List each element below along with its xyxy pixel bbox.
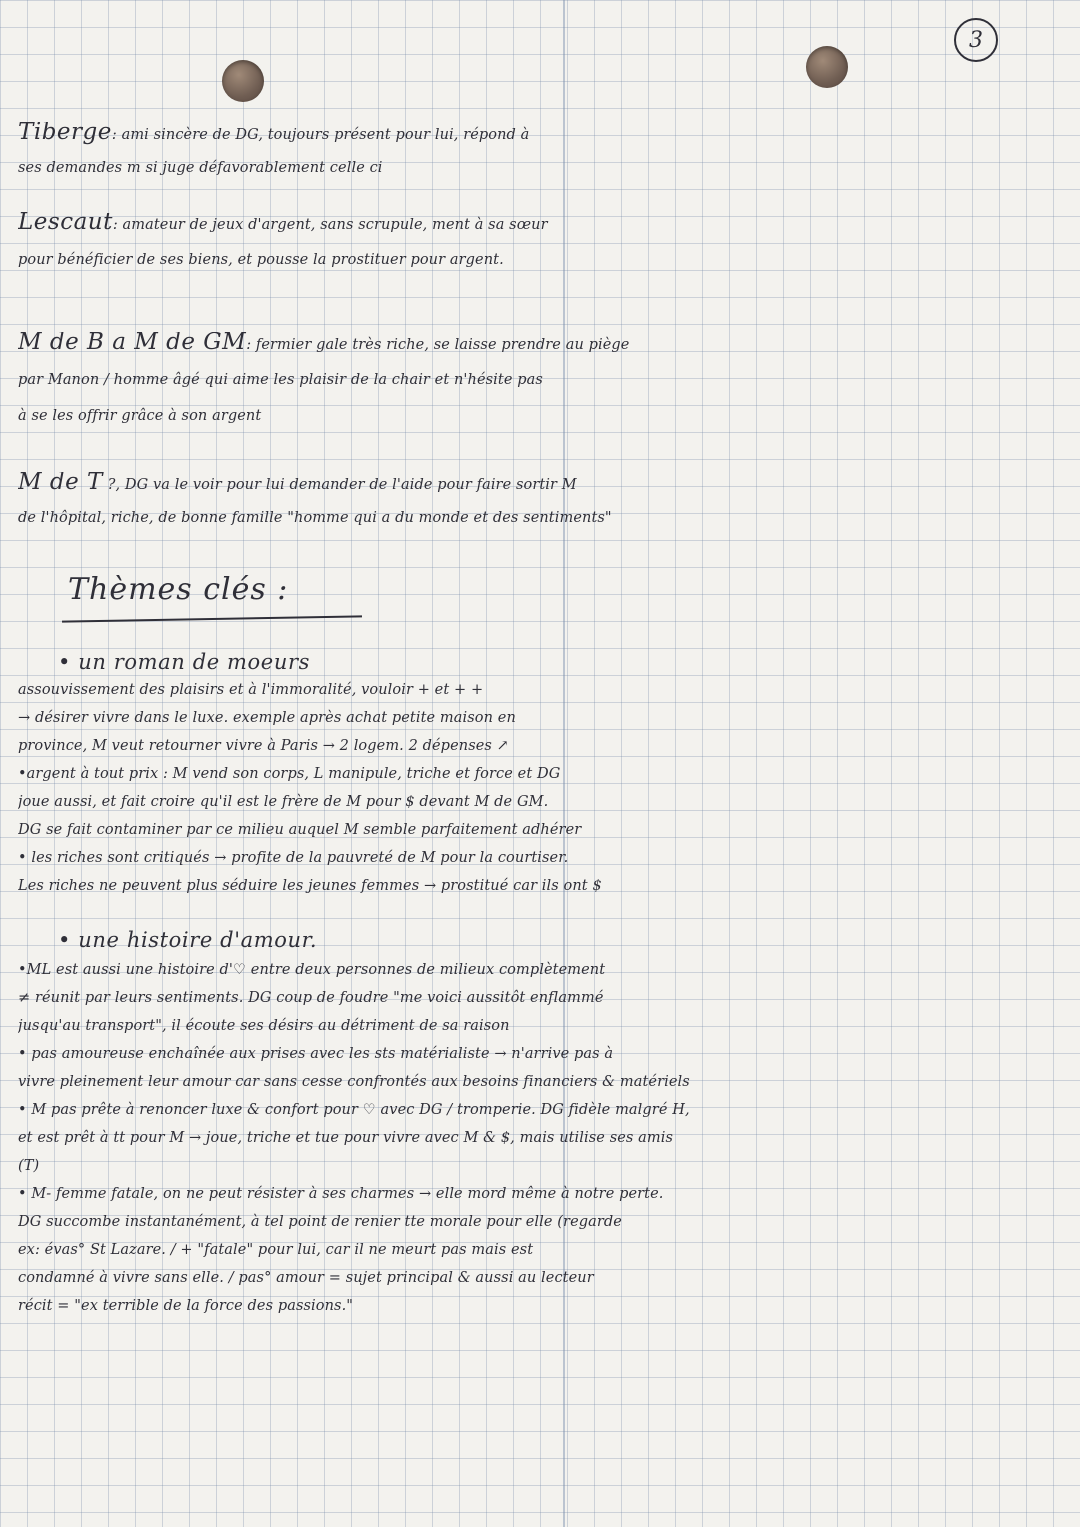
theme-line [18,1268,1066,1288]
theme-text: ex: évas° St Lazare. / + "fatale" pour lui, car il ne meurt pas mais est [18,1242,534,1258]
theme-line [18,960,1066,980]
theme-line [18,680,1066,700]
character-name: M de T [18,472,103,495]
theme-line [18,1044,1066,1064]
theme-heading [58,652,1080,675]
theme-text: vivre pleinement leur amour car sans cesse confrontés aux besoins financiers & matériels [18,1074,690,1090]
character-text: à se les offrir grâce à son argent [18,408,262,424]
theme-text: ≠ réunit par leurs sentiments. DG coup de foudre "me voici aussitôt enflammé [18,990,604,1006]
theme-heading-text: • une histoire d'amour. [58,930,318,952]
theme-text: et est prêt à tt pour M → joue, triche et tue pour vivre avec M & $, mais utilise ses amis [18,1130,674,1146]
character-name: Tiberge [18,122,112,145]
character-text: ses demandes m si juge défavorablement celle ci [18,160,383,176]
theme-line [18,1240,1066,1260]
theme-line [18,1296,1066,1316]
theme-line [18,708,1066,728]
theme-line [18,764,1066,784]
theme-text: • les riches sont critiqués → profite de la pauvreté de M pour la courtiser. [18,850,569,866]
page-number [954,18,998,62]
character-line [18,370,1066,390]
theme-text: DG succombe instantanément, à tel point de renier tte morale pour elle (regarde [18,1214,622,1230]
theme-text: jusqu'au transport", il écoute ses désirs au détriment de sa raison [18,1018,510,1034]
theme-heading-text: • un roman de moeurs [58,652,310,674]
theme-text: • M pas prête à renoncer luxe & confort pour ♡ avec DG / tromperie. DG fidèle malgré H, [18,1102,690,1118]
theme-line [18,1128,1066,1148]
character-text: : fermier gale très riche, se laisse prendre au piège [246,337,630,353]
theme-line [18,1072,1066,1092]
punch-hole-left [222,60,264,102]
theme-heading [58,930,1080,953]
theme-line [18,988,1066,1008]
punch-hole-right [806,46,848,88]
theme-text: récit = "ex terrible de la force des passions." [18,1298,354,1314]
character-name: M de B a M de GM [18,332,247,355]
theme-text: • pas amoureuse enchaînée aux prises avec les sts matérialiste → n'arrive pas à [18,1046,614,1062]
theme-line [18,736,1066,756]
theme-text: condamné à vivre sans elle. / pas° amour = sujet principal & aussi au lecteur [18,1270,594,1286]
themes-title: Thèmes clés : [68,572,289,607]
theme-text: province, M veut retourner vivre à Paris → 2 logem. 2 dépenses ↗ [18,738,509,754]
character-line [18,508,1066,528]
theme-line [18,1016,1066,1036]
theme-line [18,876,1066,896]
character-text: par Manon / homme âgé qui aime les plaisir de la chair et n'hésite pas [18,372,543,388]
themes-title-underline [62,615,362,622]
character-line [18,158,1066,178]
page-number-text: 3 [969,27,983,53]
character-line [18,332,1066,355]
theme-line [18,792,1066,812]
character-line [18,472,1066,495]
theme-line [18,1156,1066,1176]
character-line [18,250,1066,270]
character-name: Lescaut [18,212,113,235]
theme-text: Les riches ne peuvent plus séduire les jeunes femmes → prostitué car ils ont $ [18,878,602,894]
character-text: de l'hôpital, riche, de bonne famille "homme qui a du monde et des sentiments" [18,510,612,526]
character-line [18,406,1066,426]
theme-text: assouvissement des plaisirs et à l'immoralité, vouloir + et + + [18,682,484,698]
theme-line [18,1100,1066,1120]
theme-text: • M- femme fatale, on ne peut résister à ses charmes → elle mord même à notre perte. [18,1186,664,1202]
character-text: : ami sincère de DG, toujours présent pour lui, répond à [111,127,530,143]
theme-line [18,1212,1066,1232]
character-line [18,122,1066,145]
theme-line [18,848,1066,868]
character-text: : amateur de jeux d'argent, sans scrupule, ment à sa sœur [112,217,548,233]
theme-text: DG se fait contaminer par ce milieu auquel M semble parfaitement adhérer [18,822,582,838]
character-text: ?, DG va le voir pour lui demander de l'aide pour faire sortir M [102,477,577,493]
theme-text: → désirer vivre dans le luxe. exemple après achat petite maison en [18,710,516,726]
theme-line [18,820,1066,840]
theme-line [18,1184,1066,1204]
theme-text: joue aussi, et fait croire qu'il est le frère de M pour $ devant M de GM. [18,794,549,810]
character-line [18,212,1066,235]
theme-text: •argent à tout prix : M vend son corps, L manipule, triche et force et DG [18,766,561,782]
theme-text: •ML est aussi une histoire d'♡ entre deux personnes de milieux complètement [18,962,606,978]
theme-text: (T) [18,1158,40,1174]
character-text: pour bénéficier de ses biens, et pousse la prostituer pour argent. [18,252,504,268]
